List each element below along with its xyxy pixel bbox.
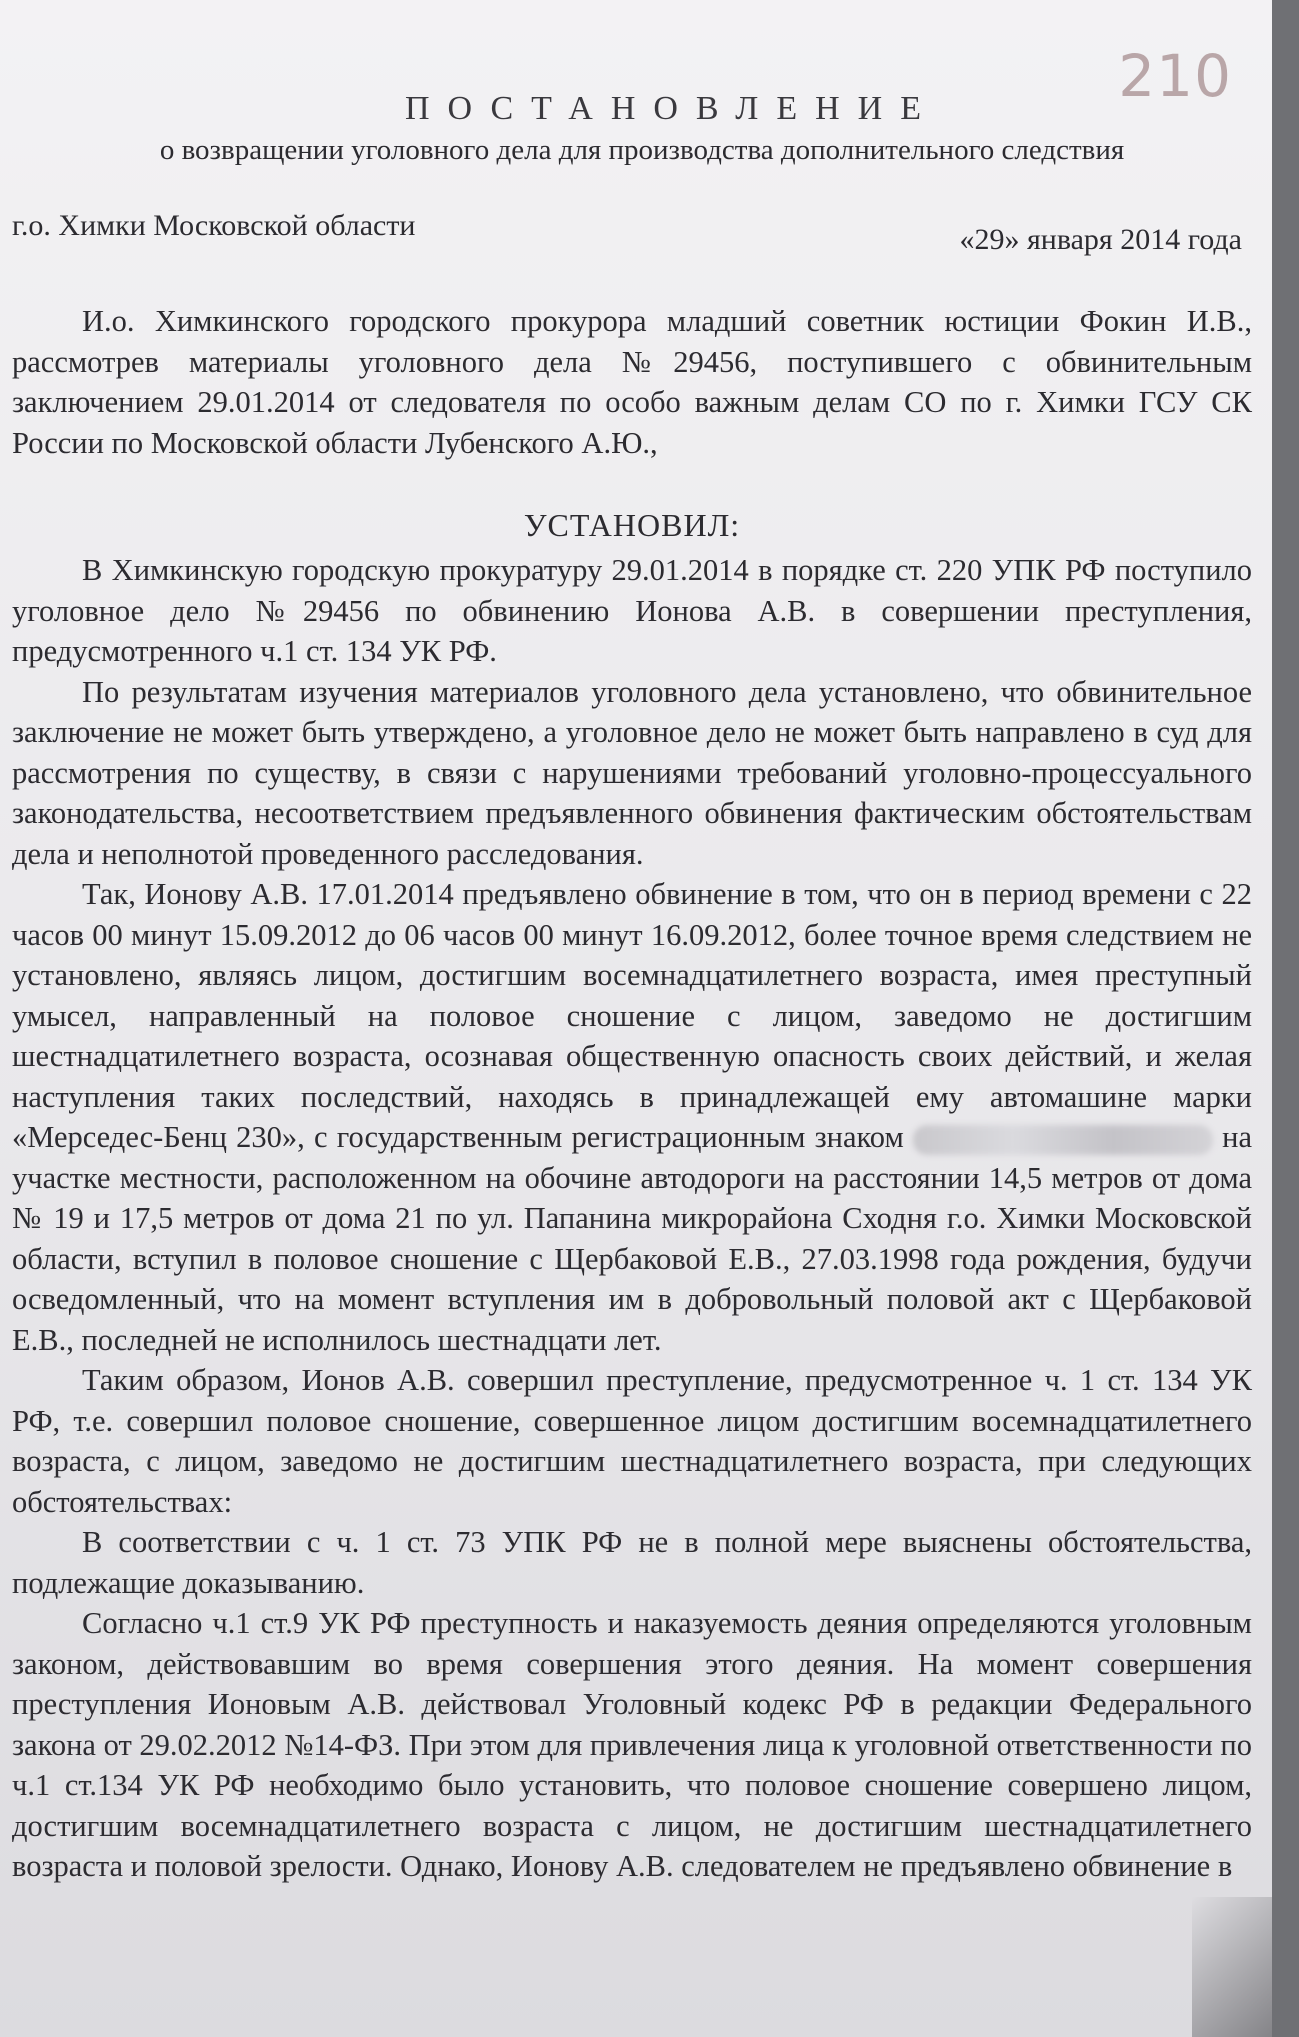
date: «29» января 2014 года: [959, 223, 1242, 256]
page-corner-shadow: [1192, 1897, 1272, 2037]
intro-paragraph: И.о. Химкинского городского прокурора младший советник юстиции Фокин И.В., рассмотрев материалы уголовного дела №29456, поступившего с обвинительным заключением 29.01.2014 от следователя по особо важным делам СО по г. Химки ГСУ СК России по Московской области Лубенского А.Ю.,: [12, 304, 1252, 460]
document-subtitle: о возвращении уголовного дела для производства дополнительного следствия: [159, 134, 1125, 166]
document-body: [12, 80, 1252, 1887]
paragraph-3-before: Так, Ионову А.В. 17.01.2014 предъявлено обвинение в том, что он в период времени с 22 часов 00 минут 15.09.2012 до 06 часов 00 минут 16.09.2012, более точное время следствием не установлено, являясь лицом, достигшим восемнадцатилетнего возраста, имея преступный умысел, направленный на половое сношение с лицом, заведомо не достигшим шестнадцатилетнего возраста, осознавая общественную опасность своих действий, и желая наступления таких последствий, находясь в принадлежащей ему автомашине марки «Мерседес-Бенц 230», с государственным регистрационным знаком: [12, 877, 1252, 1154]
document-title: ПОСТАНОВЛЕНИЕ: [404, 90, 940, 127]
paragraph-5: В соответствии с ч. 1 ст. 73 УПК РФ не в полной мере выяснены обстоятельства, подлежащие доказыванию.: [12, 1525, 1252, 1600]
paragraph-2: По результатам изучения материалов уголовного дела установлено, что обвинительное заключение не может быть утверждено, а уголовное дело не может быть направлено в суд для рассмотрения по существу, в связи с нарушениями требований уголовно-процессуального законодательства, несоответствием предъявленного обвинения фактическим обстоятельствам дела и неполнотой проведенного расследования.: [12, 674, 1252, 871]
paragraph-1: В Химкинскую городскую прокуратуру 29.01.2014 в порядке ст. 220 УПК РФ поступило уголовное дело №29456 по обвинению Ионова А.В. в совершении преступления, предусмотренного ч.1 ст. 134 УК РФ.: [12, 553, 1252, 668]
paragraph-3: [12, 874, 1252, 1360]
section-heading: УСТАНОВИЛ:: [523, 507, 741, 543]
paragraph-3-after: на участке местности, расположенном на обочине автодороги на расстоянии 14,5 метров от дома № 19 и 17,5 метров от дома 21 по ул. Папанина микрорайона Сходня г.о. Химки Московской области, вступил в половое сношение с Щербаковой Е.В., 27.03.1998 года рождения, будучи осведомленный, что на момент вступления им в добровольный половой акт с Щербаковой Е.В., последней не исполнилось шестнадцати лет.: [12, 1120, 1253, 1357]
redacted-plate: [913, 1125, 1213, 1155]
paragraph-4: Таким образом, Ионов А.В. совершил преступление, предусмотренное ч. 1 ст. 134 УК РФ, т.е. совершил половое сношение, совершенное лицом достигшим восемнадцатилетнего возраста, с лицом, заведомо не достигшим шестнадцатилетнего возраста, при следующих обстоятельствах:: [12, 1363, 1252, 1519]
place: г.о. Химки Московской области: [12, 209, 416, 242]
page-number: 210: [1118, 42, 1232, 110]
place-date-row: [12, 209, 1252, 257]
paragraph-6: Согласно ч.1 ст.9 УК РФ преступность и наказуемость деяния определяются уголовным законом, действовавшим во время совершения этого деяния. На момент совершения преступления Ионовым А.В. действовал Уголовный кодекс РФ в редакции Федерального закона от 29.02.2012 №14-ФЗ. При этом для привлечения лица к уголовной ответственности по ч.1 ст.134 УК РФ необходимо было установить, что половое сношение совершено лицом, достигшим восемнадцатилетнего возраста с лицом, не достигшим шестнадцатилетнего возраста и половой зрелости. Однако, Ионову А.В. следователем не предъявлено обвинение в: [12, 1606, 1252, 1883]
